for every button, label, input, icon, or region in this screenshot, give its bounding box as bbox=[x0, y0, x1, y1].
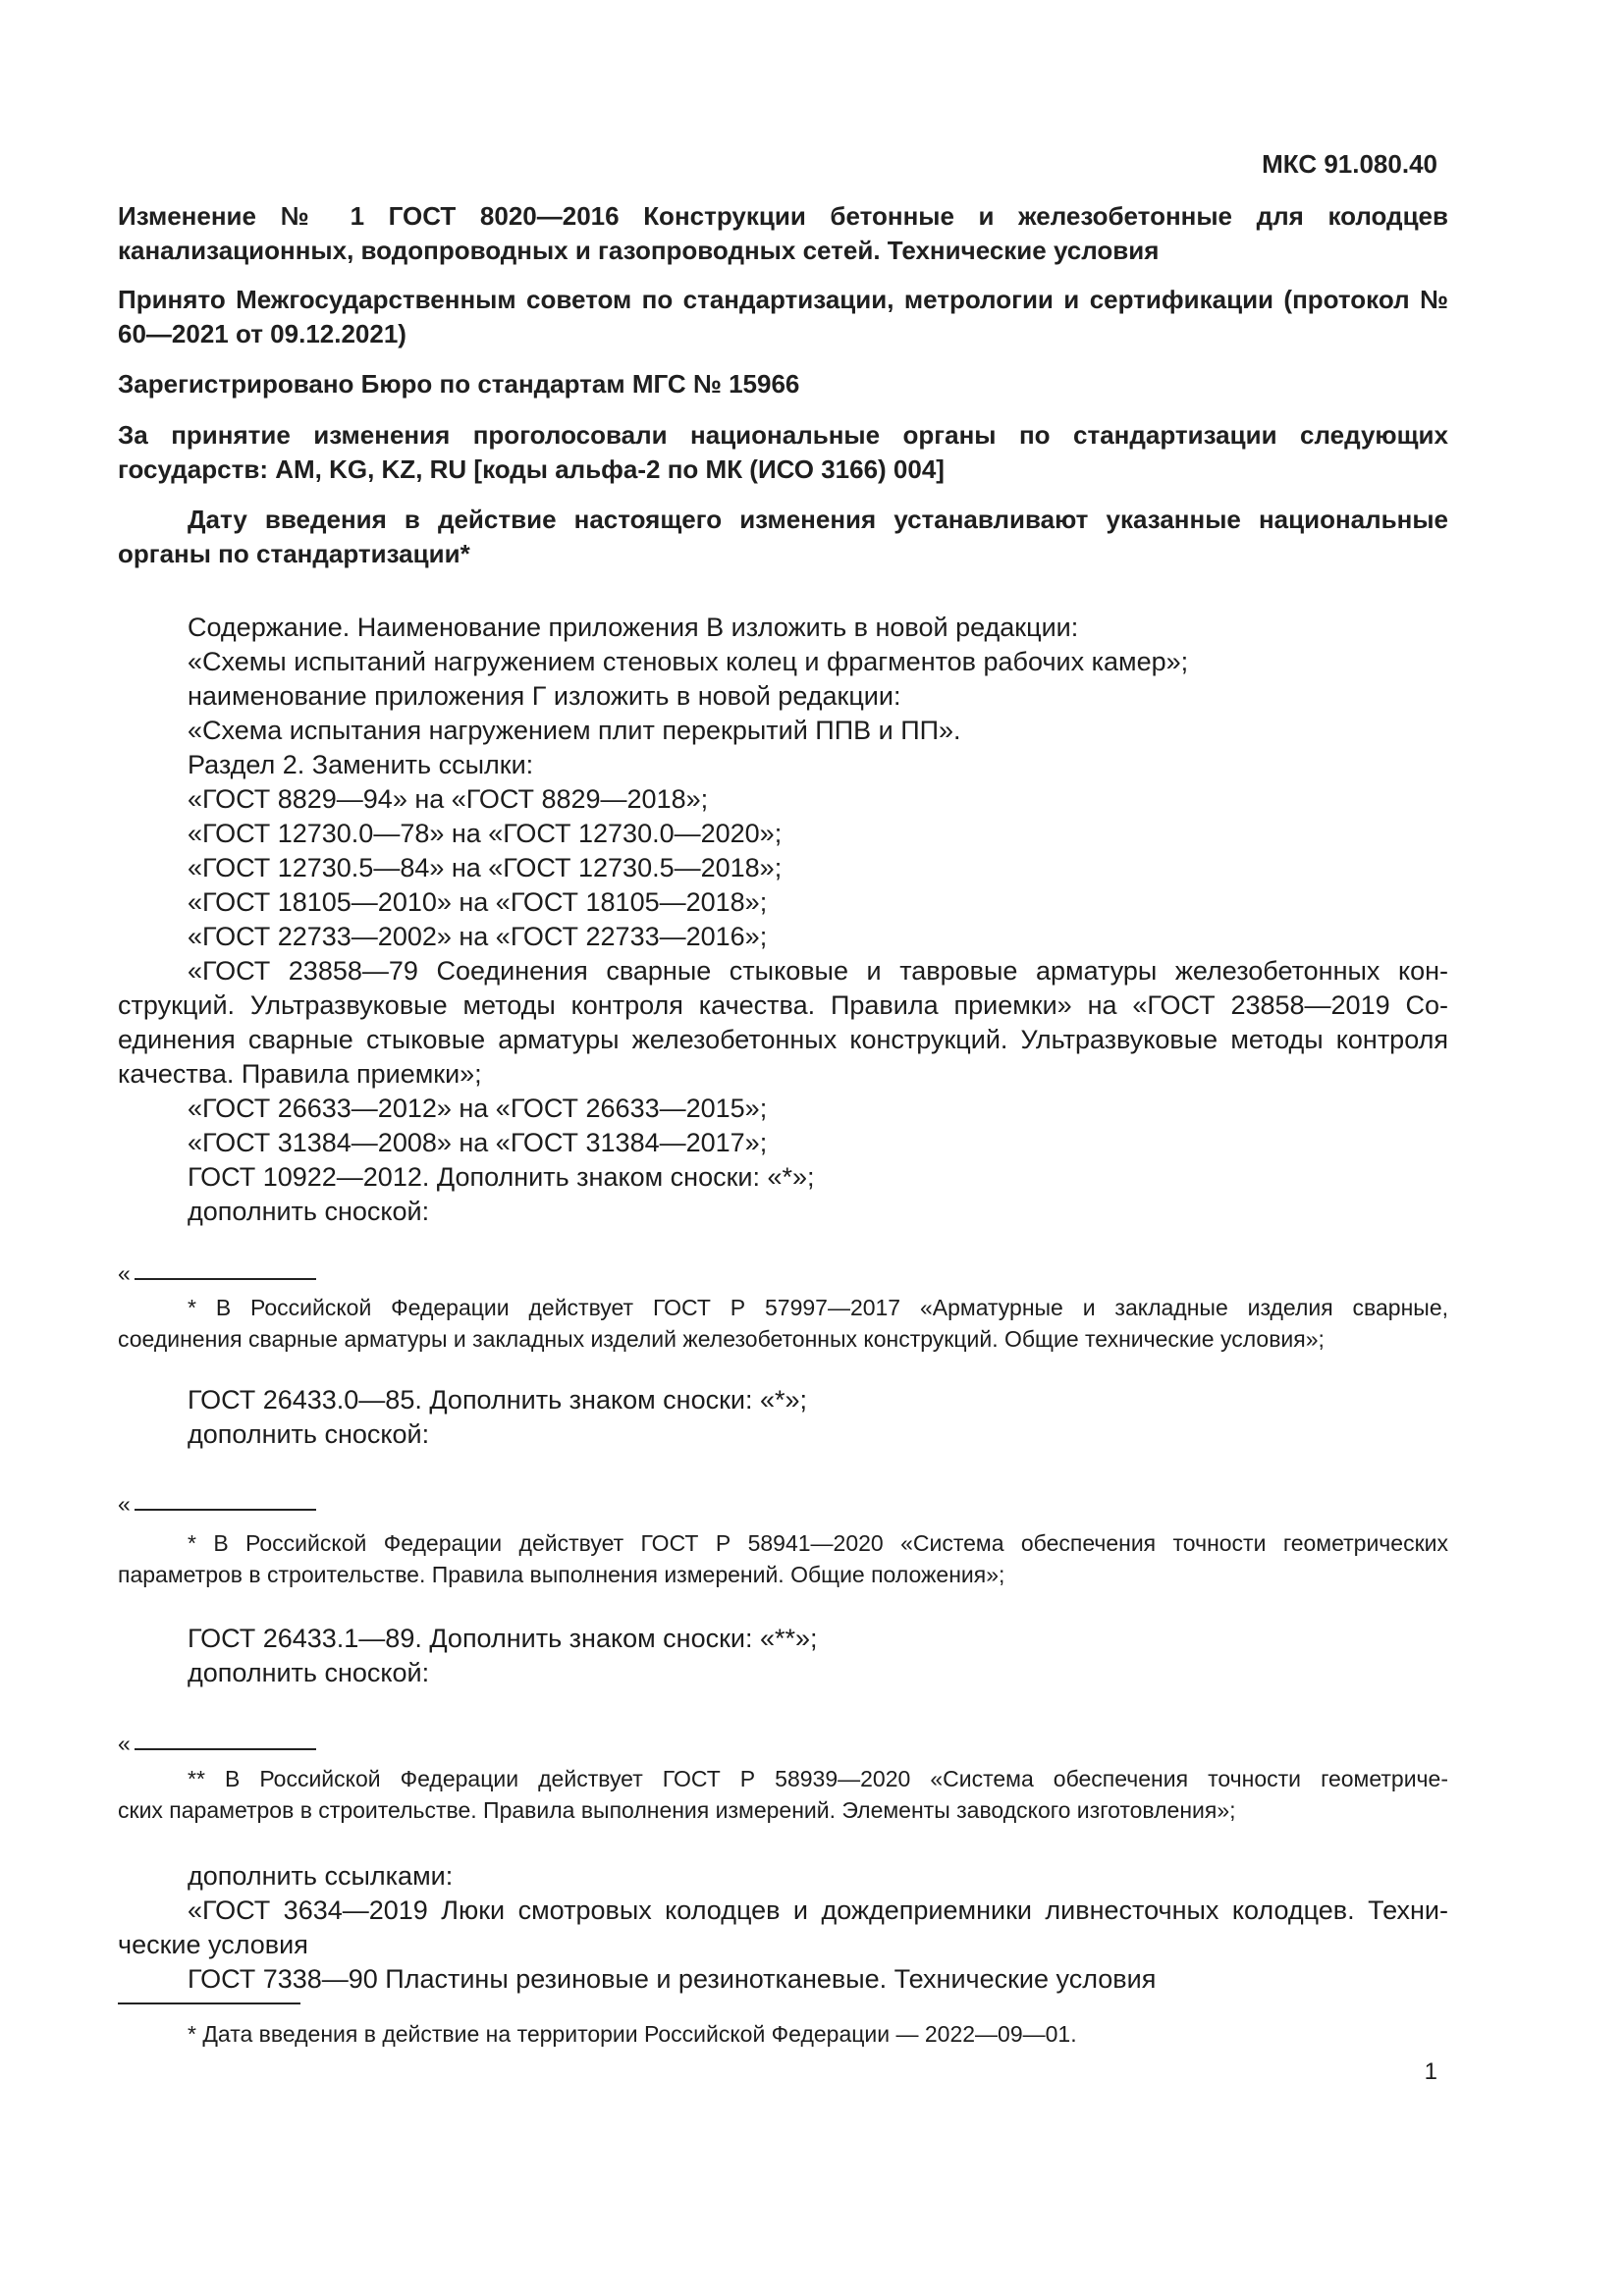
body-line: наименование приложения Г изложить в новой редакции: bbox=[188, 681, 901, 711]
voting-states: За принятие изменения проголосовали национальные органы по стандартизации следующих государств: AM, KG, KZ, RU [коды альфа-2 по МК (ИСО 3166) 004] bbox=[118, 420, 1448, 484]
footnote-gost-r-58939: ** В Российской Федерации действует ГОСТ Р 58939—2020 «Система обеспечения точности геометриче- ских параметров в строительстве. Правила выполнения измерений. Элементы заводского изготовления»; bbox=[118, 1766, 1448, 1823]
body-line: «ГОСТ 18105—2010» на «ГОСТ 18105—2018»; bbox=[188, 887, 768, 917]
body-line: «ГОСТ 8829—94» на «ГОСТ 8829—2018»; bbox=[188, 784, 709, 814]
gost-26433-0-block: ГОСТ 26433.0—85. Дополнить знаком сноски: «*»; дополнить сноской: bbox=[188, 1385, 808, 1449]
add-references-block: дополнить ссылками: «ГОСТ 3634—2019 Люки смотровых колодцев и дождеприемники ливнесточных колодцев. Техни- ческие условия ГОСТ 7338—90 Пластины резиновые и резинотканевые. Технические условия bbox=[118, 1861, 1448, 1994]
footnote-gost-r-58941: * В Российской Федерации действует ГОСТ Р 58941—2020 «Система обеспечения точности геометрических параметров в строительстве. Правила выполнения измерений. Общие положения»; bbox=[118, 1530, 1448, 1587]
body-line: Раздел 2. Заменить ссылки: bbox=[188, 750, 534, 779]
body-line: единения сварные стыковые арматуры железобетонных конструкций. Ультразвуковые методы контроля bbox=[118, 1025, 1448, 1054]
body-line: «Схемы испытаний нагружением стеновых колец и фрагментов рабочих камер»; bbox=[188, 647, 1189, 676]
footnote-gost-r-57997: * В Российской Федерации действует ГОСТ Р 57997—2017 «Арматурные и закладные изделия сварные, соединения сварные арматуры и закладных изделий железобетонных конструкций. Общие технические условия»; bbox=[118, 1295, 1448, 1352]
adopted-by: Принято Межгосударственным советом по стандартизации, метрологии и сертификации (протокол № 60—2021 от 09.12.2021) bbox=[118, 285, 1448, 348]
body-line: «ГОСТ 12730.0—78» на «ГОСТ 12730.0—2020»; bbox=[188, 819, 783, 848]
classification-code: МКС 91.080.40 bbox=[1262, 149, 1437, 179]
page-footnote-rule bbox=[118, 2002, 300, 2004]
footnote-separator: « bbox=[118, 1733, 316, 1754]
body-line: струкций. Ультразвуковые методы контроля качества. Правила приемки» на «ГОСТ 23858—2019 Со- bbox=[118, 990, 1448, 1020]
amendment-body bbox=[118, 611, 1448, 1229]
footnote-separator: « bbox=[118, 1493, 316, 1515]
body-line: ГОСТ 10922—2012. Дополнить знаком сноски: «*»; bbox=[188, 1162, 815, 1192]
page-footnote: * Дата введения в действие на территории Российской Федерации — 2022—09—01. bbox=[188, 2021, 1077, 2047]
body-line: Содержание. Наименование приложения В изложить в новой редакции: bbox=[188, 613, 1079, 642]
body-line: дополнить сноской: bbox=[188, 1197, 430, 1226]
registration-note: Зарегистрировано Бюро по стандартам МГС № 15966 bbox=[118, 369, 800, 399]
body-line: «Схема испытания нагружением плит перекрытий ППВ и ПП». bbox=[188, 716, 961, 745]
body-line: «ГОСТ 31384—2008» на «ГОСТ 31384—2017»; bbox=[188, 1128, 768, 1157]
body-line: «ГОСТ 12730.5—84» на «ГОСТ 12730.5—2018»; bbox=[188, 853, 783, 882]
effective-date-note: Дату введения в действие настоящего изменения устанавливают указанные национальные органы по стандартизации* bbox=[118, 505, 1448, 568]
gost-26433-1-block: ГОСТ 26433.1—89. Дополнить знаком сноски: «**»; дополнить сноской: bbox=[188, 1624, 818, 1687]
body-line: «ГОСТ 23858—79 Соединения сварные стыковые и тавровые арматуры железобетонных кон- bbox=[188, 956, 1448, 986]
amendment-title: Изменение № 1 ГОСТ 8020—2016 Конструкции бетонные и железобетонные для колодцев канализационных, водопроводных и газопроводных сетей. Технические условия bbox=[118, 201, 1448, 265]
body-line: «ГОСТ 26633—2012» на «ГОСТ 26633—2015»; bbox=[188, 1094, 768, 1123]
body-line: качества. Правила приемки»; bbox=[118, 1059, 482, 1089]
footnote-separator: « bbox=[118, 1262, 316, 1284]
body-line: «ГОСТ 22733—2002» на «ГОСТ 22733—2016»; bbox=[188, 922, 768, 951]
page-number: 1 bbox=[1424, 2058, 1437, 2085]
